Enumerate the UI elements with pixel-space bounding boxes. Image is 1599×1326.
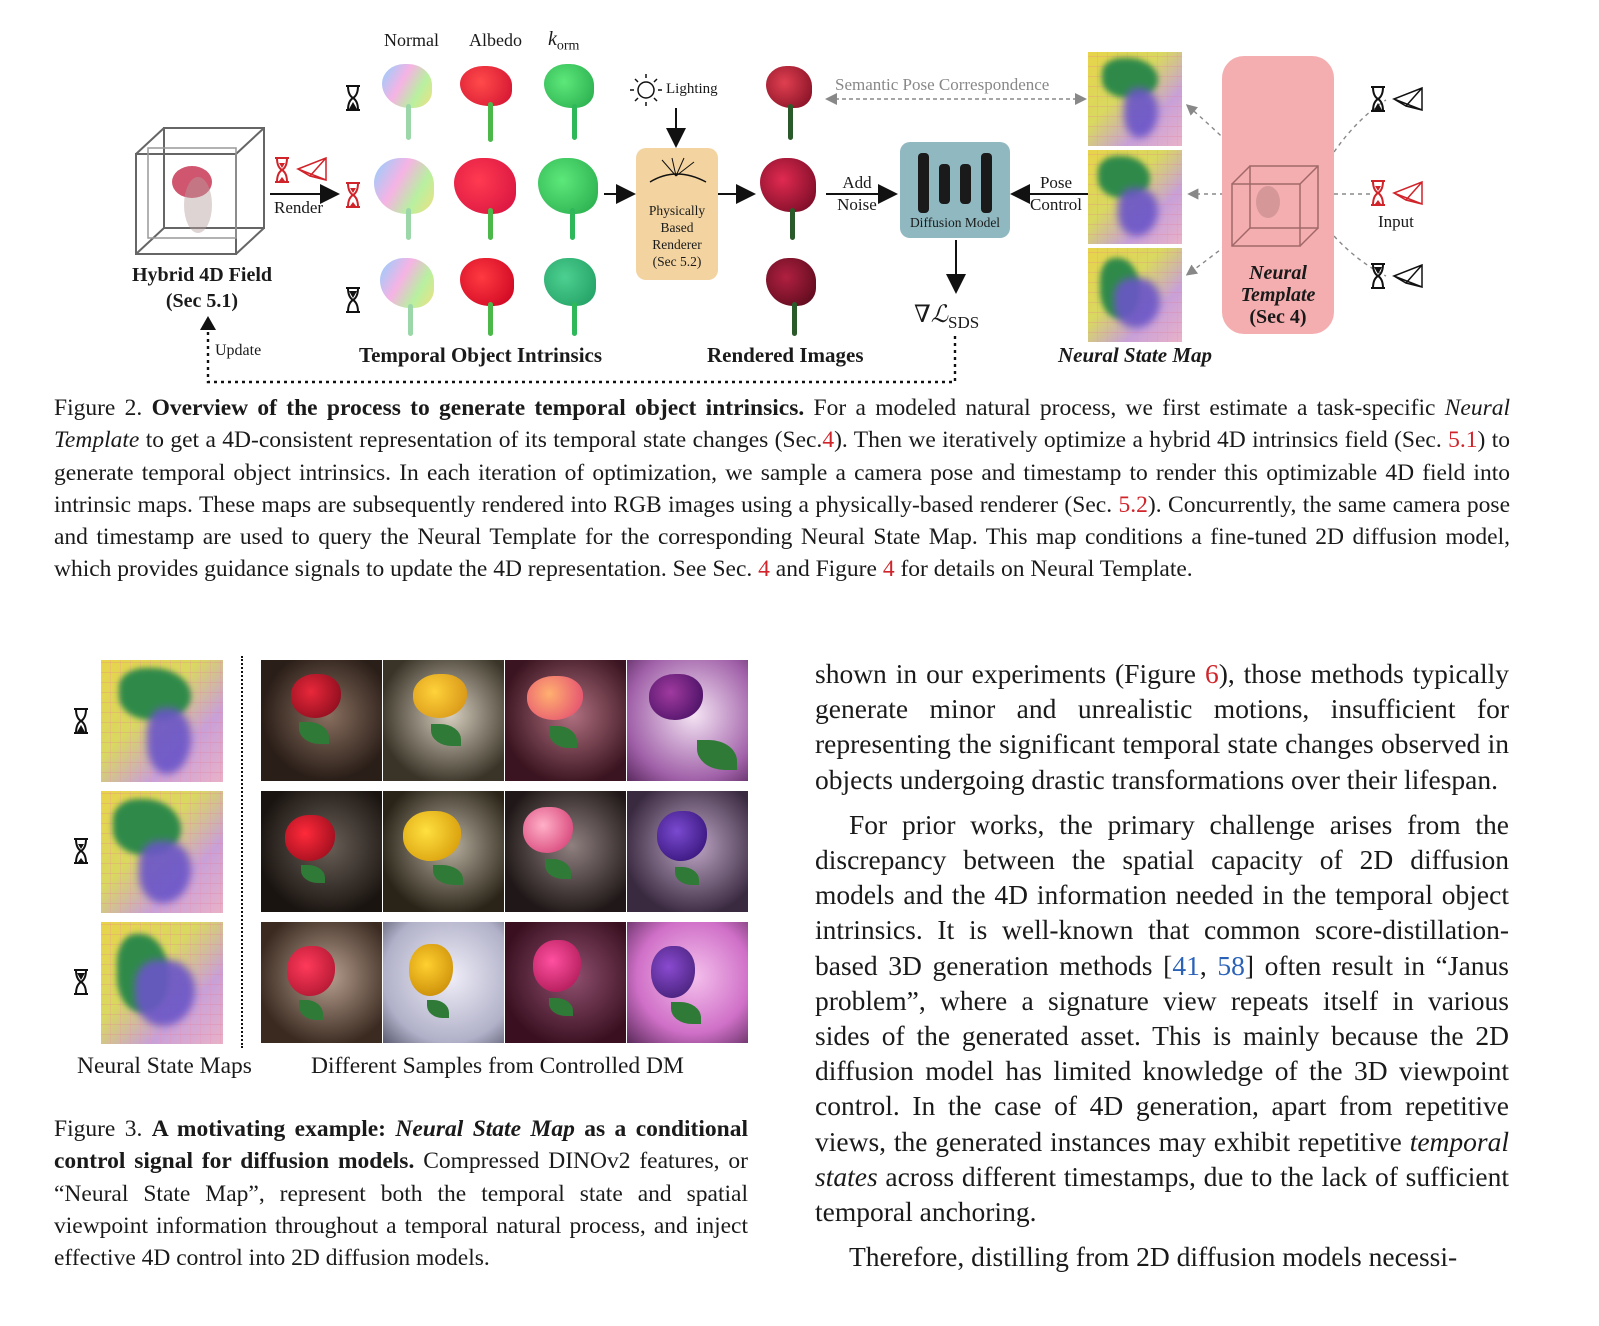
- sample-photo-r1c2: [383, 660, 504, 781]
- caption2-text-1: For a modeled natural process, we first estimate a task-specific: [813, 395, 1436, 421]
- p2-sep: ,: [1199, 949, 1218, 981]
- p2-temporal-states: temporal states: [815, 1125, 1510, 1192]
- hourglass-icon: [1370, 263, 1386, 289]
- caption2-text-3: ). Then we iteratively optimize a hybrid 4D intrinsics field (Sec.: [834, 427, 1442, 454]
- pbr-line-3: Renderer: [652, 237, 702, 252]
- sample-photo-r3c1: [261, 922, 382, 1043]
- p1-text-b: ), those methods typically generate minor and unrealistic motions, insufficient for representing the significant temporal state changes observed in objects undergoing drastic transformations over their lifespan.: [815, 658, 1510, 795]
- col-header-normal: Normal: [384, 30, 439, 50]
- camera-icon: [296, 156, 330, 182]
- ref-sec-4[interactable]: 4: [822, 427, 835, 454]
- normal-map-t2: [366, 152, 452, 238]
- sample-photo-r2c1: [261, 791, 382, 912]
- neural-state-map-1: [101, 660, 223, 782]
- ref-sec-5-2[interactable]: 5.2: [1118, 491, 1148, 518]
- neural-state-map-t1: [1088, 52, 1182, 146]
- col-header-korm: [548, 28, 579, 55]
- sample-photo-r1c4: [627, 660, 748, 781]
- sample-photo-r3c3: [505, 922, 626, 1043]
- p2-text-c: across different timestamps, due to the lack of sufficient temporal anchoring.: [815, 1160, 1509, 1228]
- caption2-prefix: Figure 2.: [54, 395, 143, 421]
- korm-map-t2: [530, 152, 616, 238]
- paragraph-2: [815, 807, 1509, 1229]
- albedo-map-t1: [452, 58, 538, 144]
- pose-control-label: [1024, 172, 1088, 216]
- pbr-box-text: [636, 202, 718, 270]
- neural-state-maps-label: Neural State Maps: [77, 1053, 252, 1079]
- sample-photo-r1c3: [505, 660, 626, 781]
- p3-text: Therefore, distilling from 2D diffusion models necessi-: [849, 1241, 1458, 1273]
- caption3-prefix: Figure 3.: [54, 1116, 143, 1142]
- camera-icon: [1392, 180, 1426, 206]
- cite-41[interactable]: 41: [1172, 949, 1200, 981]
- render-label: Render: [274, 198, 324, 217]
- hourglass-icon: [274, 157, 290, 183]
- sample-photo-r2c3: [505, 791, 626, 912]
- p2-text-b: ] often result in “Janus problem”, where a signature view repeats itself in various sides of the generated asset. This is mainly because the 2D diffusion model has limited knowledge of the 3D viewpoint control. In the case of 4D generation, apart from repetitive views, the generated instances may exhibit repetitive: [815, 949, 1509, 1157]
- neural-state-map-2: [101, 791, 223, 913]
- caption2-text-6: and Figure: [775, 556, 877, 583]
- col-header-albedo: Albedo: [469, 30, 522, 50]
- figure-3-caption: [54, 1113, 748, 1274]
- neural-state-map-3: [101, 922, 223, 1044]
- normal-map-t1: [370, 58, 456, 144]
- hourglass-icon: [73, 838, 89, 864]
- neural-state-map-t3: [1088, 248, 1182, 342]
- ref-figure-6[interactable]: 6: [1204, 658, 1219, 689]
- caption2-title: Overview of the process to generate temporal object intrinsics.: [151, 395, 805, 421]
- caption2-text-4: ) to generate temporal object intrinsics. In each iteration of optimization, we sample a camera pose and timestamp to render this optimizable 4D field into intrinsic maps. These maps are subsequently rendered into RGB images using a physically-based renderer (Sec.: [54, 427, 1511, 518]
- caption3-text: Compressed DINOv2 features, or “Neural State Map”, represent both the temporal state and spatial viewpoint information throughout a temporal natural process, and inject effective 4D control into 2D diffusion models.: [54, 1148, 748, 1272]
- neural-template-line-2: Template: [1240, 284, 1316, 306]
- neural-template-line-1: Neural: [1249, 262, 1307, 284]
- p2-text-a: For prior works, the primary challenge arises from the discrepancy between the spatial capacity of 2D diffusion models and the 4D information needed in the temporal object intrinsics. It is well-known that common score-distillation-based 3D generation methods [: [815, 808, 1509, 981]
- hybrid-field-label: [110, 262, 294, 314]
- pose-control-line-1: Pose: [1039, 173, 1073, 192]
- lighting-label: Lighting: [666, 81, 718, 97]
- korm-map-t3: [534, 250, 620, 336]
- camera-icon: [1392, 263, 1426, 289]
- temporal-intrinsics-label: Temporal Object Intrinsics: [359, 343, 603, 367]
- sample-photo-r3c4: [627, 922, 748, 1043]
- neural-template-label: [1222, 262, 1334, 328]
- korm-base: k: [548, 28, 557, 50]
- ref-figure-4[interactable]: 4: [882, 556, 895, 583]
- p1-text-a: shown in our experiments (Figure: [815, 658, 1196, 689]
- cite-58[interactable]: 58: [1217, 949, 1245, 981]
- neural-state-map-t2: [1088, 150, 1182, 244]
- figure-2-caption: [54, 392, 1510, 586]
- body-text-column: [815, 656, 1509, 1274]
- input-label: Input: [1378, 212, 1414, 231]
- rendered-image-t3: [756, 250, 842, 336]
- caption2-text-7: for details on Neural Template.: [900, 556, 1193, 583]
- hourglass-icon: [345, 182, 361, 208]
- neural-template-line-3: (Sec 4): [1249, 306, 1307, 328]
- ref-sec-5-1[interactable]: 5.1: [1448, 427, 1478, 454]
- add-noise-line-2: Noise: [837, 195, 877, 214]
- hourglass-icon: [345, 287, 361, 313]
- paragraph-3: [815, 1239, 1509, 1274]
- caption2-neural-template: Neural Template: [54, 395, 1511, 454]
- korm-map-t1: [534, 58, 620, 144]
- hourglass-icon: [1370, 180, 1386, 206]
- sample-photo-r2c4: [627, 791, 748, 912]
- sample-photo-r2c2: [383, 791, 504, 912]
- sample-photo-r1c1: [261, 660, 382, 781]
- rendered-image-t1: [754, 58, 840, 144]
- diffusion-model-label: Diffusion Model: [909, 215, 1001, 230]
- hourglass-icon: [73, 969, 89, 995]
- hourglass-icon: [73, 708, 89, 734]
- hybrid-field-line-1: Hybrid 4D Field: [131, 264, 272, 286]
- controlled-dm-samples-label: Different Samples from Controlled DM: [311, 1053, 684, 1079]
- normal-map-t3: [370, 250, 456, 336]
- caption3-bold-1: A motivating example:: [151, 1116, 386, 1142]
- pose-control-line-2: Control: [1030, 195, 1082, 214]
- hourglass-icon: [1370, 86, 1386, 112]
- camera-icon: [1392, 86, 1426, 112]
- caption2-text-5: ). Concurrently, the same camera pose and timestamp are used to query the Neural Template for the corresponding Neural State Map. This map conditions a fine-tuned 2D diffusion model, which provides guidance signals to update the 4D representation. See Sec.: [54, 491, 1510, 583]
- hybrid-field-line-2: (Sec 5.1): [165, 290, 239, 312]
- pbr-line-2: Based: [660, 220, 694, 235]
- albedo-map-t2: [448, 152, 534, 238]
- pbr-line-1: Physically: [648, 203, 706, 218]
- neural-state-map-label: Neural State Map: [1058, 343, 1213, 367]
- paragraph-1: [815, 656, 1509, 797]
- ref-sec-4b[interactable]: 4: [758, 556, 770, 583]
- add-noise-label: [830, 172, 884, 216]
- caption2-text-2: to get a 4D-consistent representation of its temporal state changes (Sec.: [145, 427, 823, 454]
- sample-photo-r3c2: [383, 922, 504, 1043]
- sds-base: ∇ℒ: [914, 302, 949, 328]
- pbr-line-4: (Sec 5.2): [652, 254, 702, 269]
- sds-gradient-label: [914, 300, 979, 333]
- add-noise-line-1: Add: [842, 173, 872, 192]
- caption3-neural-state-map: Neural State Map: [395, 1116, 575, 1142]
- hourglass-icon: [345, 85, 361, 111]
- figure-2: [0, 0, 1599, 400]
- korm-sub: orm: [556, 38, 580, 54]
- rendered-image-t2: [752, 152, 838, 238]
- albedo-map-t3: [452, 250, 538, 336]
- update-label: Update: [215, 342, 262, 359]
- semantic-pose-label: Semantic Pose Correspondence: [835, 75, 1050, 94]
- figure-3-divider: [241, 656, 243, 1048]
- rendered-images-label: Rendered Images: [707, 343, 864, 367]
- sds-sub: SDS: [948, 312, 980, 332]
- caption3-bold-2: as a conditional control signal for diffusion models.: [54, 1116, 748, 1175]
